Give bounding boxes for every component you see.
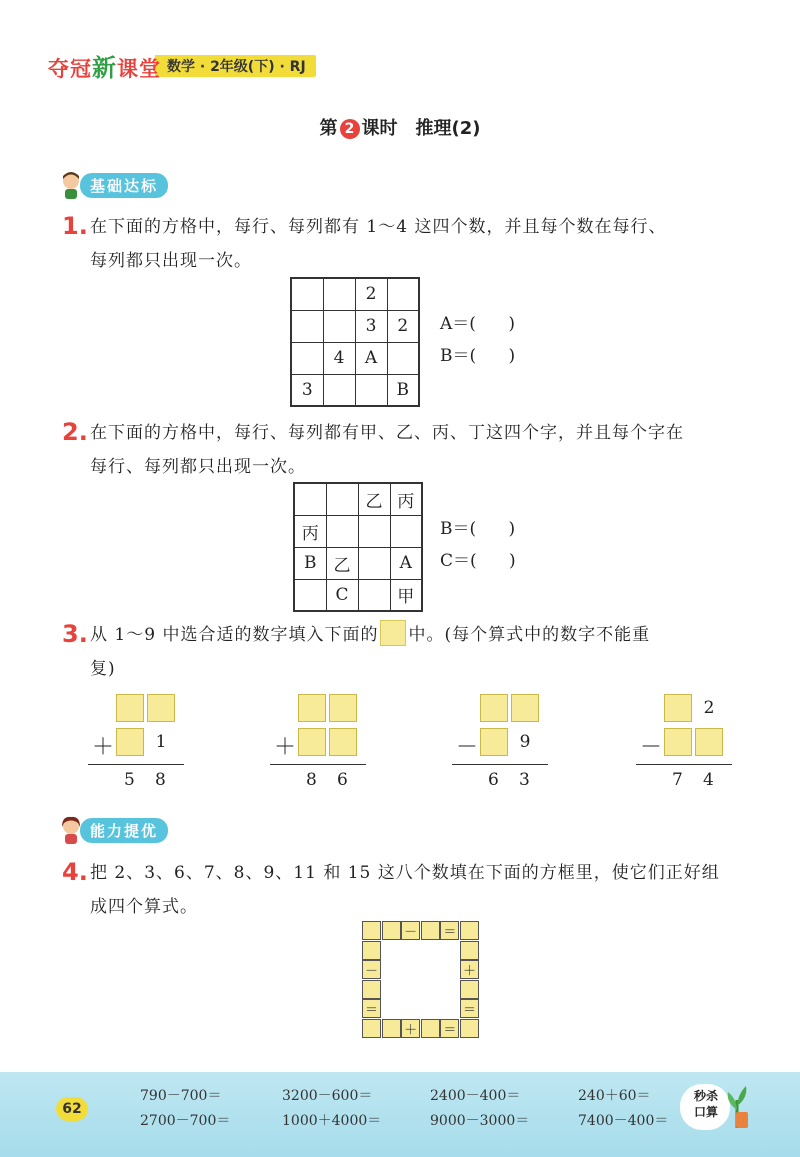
q3-line2: 复): [90, 659, 116, 679]
q2-line2: 每行、每列都只出现一次。: [90, 457, 306, 477]
q1-cell: 2: [355, 278, 387, 310]
q2-answer-b[interactable]: B＝( ): [440, 519, 516, 539]
q1-cell[interactable]: [323, 310, 355, 342]
q3-answer-box[interactable]: [511, 694, 539, 722]
section-basic-label: 基础达标: [80, 173, 168, 198]
q3-answer-box[interactable]: [664, 694, 692, 722]
q1-cell[interactable]: [355, 374, 387, 406]
q4-number: 4.: [62, 858, 88, 886]
q1-row: [291, 310, 419, 342]
q4-answer-box[interactable]: [362, 921, 381, 940]
q2-cell: 丙: [390, 483, 422, 515]
q3-result-digit: 8: [155, 770, 166, 790]
q4-text: [90, 856, 720, 924]
q3-answer-box[interactable]: [147, 694, 175, 722]
q3-answer-box[interactable]: [664, 728, 692, 756]
q3-sum-line: [452, 764, 548, 765]
q3-answer-box[interactable]: [695, 728, 723, 756]
quick-calc-item: 2700－700＝: [140, 1113, 231, 1129]
q2-cell[interactable]: [294, 483, 326, 515]
quick-calc-item: 3200－600＝: [282, 1088, 373, 1104]
q3-problem: [270, 694, 380, 794]
q3-bottom-row: [664, 728, 726, 756]
q3-line1-part-b: 中。(每个算式中的数字不能重: [408, 625, 651, 645]
q1-cell: 3: [291, 374, 323, 406]
q1-row: [291, 278, 419, 310]
subject-band: 数学 · 2年级(下) · RJ: [155, 55, 316, 77]
lesson-number-badge: 2: [340, 119, 360, 139]
q4-answer-box[interactable]: [421, 1019, 440, 1038]
q1-cell: B: [387, 374, 419, 406]
q4-symbol-cell: －: [362, 960, 381, 979]
q1-number: 1.: [62, 212, 88, 240]
book-header: [48, 48, 316, 83]
q4-answer-box[interactable]: [421, 921, 440, 940]
q3-result-digit: 7: [672, 770, 683, 790]
q3-bottom-row: [298, 728, 360, 756]
page-number: 62: [56, 1097, 88, 1121]
q3-text: [90, 618, 650, 686]
q2-cell: B: [294, 547, 326, 579]
q3-answer-box[interactable]: [298, 694, 326, 722]
q3-problem: [634, 694, 744, 794]
quick-calc-item: 9000－3000＝: [430, 1113, 530, 1129]
q3-top-row: [480, 694, 542, 722]
q1-cell[interactable]: [291, 310, 323, 342]
q3-answer-box[interactable]: [329, 728, 357, 756]
q2-grid: [293, 482, 423, 612]
q1-cell[interactable]: [387, 342, 419, 374]
q4-line1: 把 2、3、6、7、8、9、11 和 15 这八个数填在下面的方框里，使它们正好组: [90, 863, 720, 883]
q3-answer-box[interactable]: [298, 728, 326, 756]
q3-bottom-row: [116, 728, 178, 756]
q1-cell: 2: [387, 310, 419, 342]
q2-cell[interactable]: [358, 579, 390, 611]
q3-answer-box[interactable]: [116, 694, 144, 722]
q1-grid: [290, 277, 420, 407]
q3-sum-line: [88, 764, 184, 765]
q3-result-digit: 5: [124, 770, 135, 790]
lesson-topic: 推理(2): [415, 118, 481, 139]
q1-answers: [440, 308, 515, 372]
q2-cell[interactable]: [326, 483, 358, 515]
q3-operator: －: [456, 735, 479, 760]
q3-digit: 1: [155, 732, 167, 752]
q2-cell: 乙: [358, 483, 390, 515]
q1-cell[interactable]: [291, 278, 323, 310]
q3-top-row: [116, 694, 178, 722]
q3-result-digit: 6: [488, 770, 499, 790]
q4-answer-box[interactable]: [382, 1019, 401, 1038]
section-advanced-label: 能力提优: [80, 818, 168, 843]
q3-result-digit: 3: [519, 770, 530, 790]
q3-operator: ＋: [274, 735, 297, 760]
q4-ring-puzzle: [362, 921, 480, 1039]
q4-symbol-cell: ＝: [440, 921, 459, 940]
q1-text: [90, 210, 666, 278]
q4-answer-box[interactable]: [382, 921, 401, 940]
q3-top-row: [298, 694, 360, 722]
q3-top-row: [664, 694, 726, 722]
q3-sum-line: [270, 764, 366, 765]
q4-answer-box[interactable]: [362, 980, 381, 999]
q2-cell: 丙: [294, 515, 326, 547]
q1-row: [291, 342, 419, 374]
plant-icon: [722, 1080, 752, 1130]
q3-operator: ＋: [92, 735, 115, 760]
quick-calc-line2: 口算: [693, 1105, 718, 1119]
q2-row: [294, 515, 422, 547]
brand-logo: [48, 48, 161, 83]
q2-cell: A: [390, 547, 422, 579]
q4-answer-box[interactable]: [362, 941, 381, 960]
q1-line1: 在下面的方格中，每行、每列都有 1～4 这四个数，并且每个数在每行、: [90, 217, 667, 237]
q4-answer-box[interactable]: [460, 980, 479, 999]
q3-answer-box[interactable]: [480, 728, 508, 756]
kid-girl-icon: [58, 815, 84, 845]
q4-answer-box[interactable]: [460, 941, 479, 960]
q3-line1: [90, 618, 650, 652]
q4-symbol-cell: ＋: [460, 960, 479, 979]
q2-row: [294, 483, 422, 515]
q4-answer-box[interactable]: [460, 921, 479, 940]
q2-cell: 甲: [390, 579, 422, 611]
q2-line1: 在下面的方格中，每行、每列都有甲、乙、丙、丁这四个字，并且每个字在: [90, 423, 684, 443]
q3-problem: [452, 694, 562, 794]
q3-result-digit: 6: [337, 770, 348, 790]
q3-digit: 2: [703, 698, 715, 718]
section-basic-tag: [58, 170, 168, 200]
section-advanced-tag: [58, 815, 168, 845]
quick-calc-item: 790－700＝: [140, 1088, 222, 1104]
q1-answer-a[interactable]: A＝( ): [440, 314, 515, 334]
q3-sum-line: [636, 764, 732, 765]
lesson-suffix: 课时: [361, 118, 398, 139]
q1-cell: 3: [355, 310, 387, 342]
q3-operator: －: [640, 735, 663, 760]
q3-answer-box[interactable]: [329, 694, 357, 722]
q2-answer-c[interactable]: C＝( ): [440, 551, 516, 571]
q2-cell[interactable]: [294, 579, 326, 611]
q3-problem: [88, 694, 198, 794]
q2-text: [90, 416, 684, 484]
quick-calc-item: 2400－400＝: [430, 1088, 521, 1104]
q3-inline-box: [380, 620, 406, 646]
q3-line1-part-a: 从 1～9 中选合适的数字填入下面的: [90, 625, 379, 645]
q1-cell[interactable]: [323, 278, 355, 310]
q2-cell: C: [326, 579, 358, 611]
q2-row: [294, 547, 422, 579]
q1-row: [291, 374, 419, 406]
q2-row: [294, 579, 422, 611]
q3-number: 3.: [62, 620, 88, 648]
q2-cell[interactable]: [390, 515, 422, 547]
quick-calc-item: 240＋60＝: [578, 1088, 651, 1104]
q4-symbol-cell: －: [401, 921, 420, 940]
quick-calc-item: 1000＋4000＝: [282, 1113, 382, 1129]
q2-cell[interactable]: [326, 515, 358, 547]
q4-answer-box[interactable]: [362, 1019, 381, 1038]
q2-cell: 乙: [326, 547, 358, 579]
lesson-title: [0, 114, 800, 140]
q4-symbol-cell: ＋: [401, 1019, 420, 1038]
q1-cell[interactable]: [387, 278, 419, 310]
q3-bottom-row: [480, 728, 542, 756]
q2-number: 2.: [62, 418, 88, 446]
quick-calc-line1: 秒杀: [693, 1089, 718, 1103]
q1-cell: 4: [323, 342, 355, 374]
q4-symbol-cell: ＝: [440, 1019, 459, 1038]
q1-answer-b[interactable]: B＝( ): [440, 346, 516, 366]
q3-answer-box[interactable]: [480, 694, 508, 722]
lesson-prefix: 第: [319, 118, 338, 139]
quick-calc-item: 7400－400＝: [578, 1113, 669, 1129]
q2-cell[interactable]: [358, 547, 390, 579]
q1-cell[interactable]: [323, 374, 355, 406]
q4-answer-box[interactable]: [460, 1019, 479, 1038]
kid-icon: [58, 170, 84, 200]
q3-answer-box[interactable]: [116, 728, 144, 756]
q2-cell[interactable]: [358, 515, 390, 547]
q4-line2: 成四个算式。: [90, 897, 198, 917]
brand-part-a: 夺冠: [48, 57, 92, 81]
q4-symbol-cell: ＝: [460, 999, 479, 1018]
brand-part-b: 新: [92, 54, 117, 82]
q3-result-digit: 8: [306, 770, 317, 790]
q2-answers: [440, 513, 516, 577]
q1-cell: A: [355, 342, 387, 374]
q3-result-digit: 4: [703, 770, 714, 790]
q1-line2: 每列都只出现一次。: [90, 251, 252, 271]
q3-digit: 9: [519, 732, 531, 752]
quick-calc-badge: [686, 1088, 726, 1128]
q4-symbol-cell: ＝: [362, 999, 381, 1018]
brand-part-c: 课堂: [117, 57, 161, 81]
q1-cell[interactable]: [291, 342, 323, 374]
